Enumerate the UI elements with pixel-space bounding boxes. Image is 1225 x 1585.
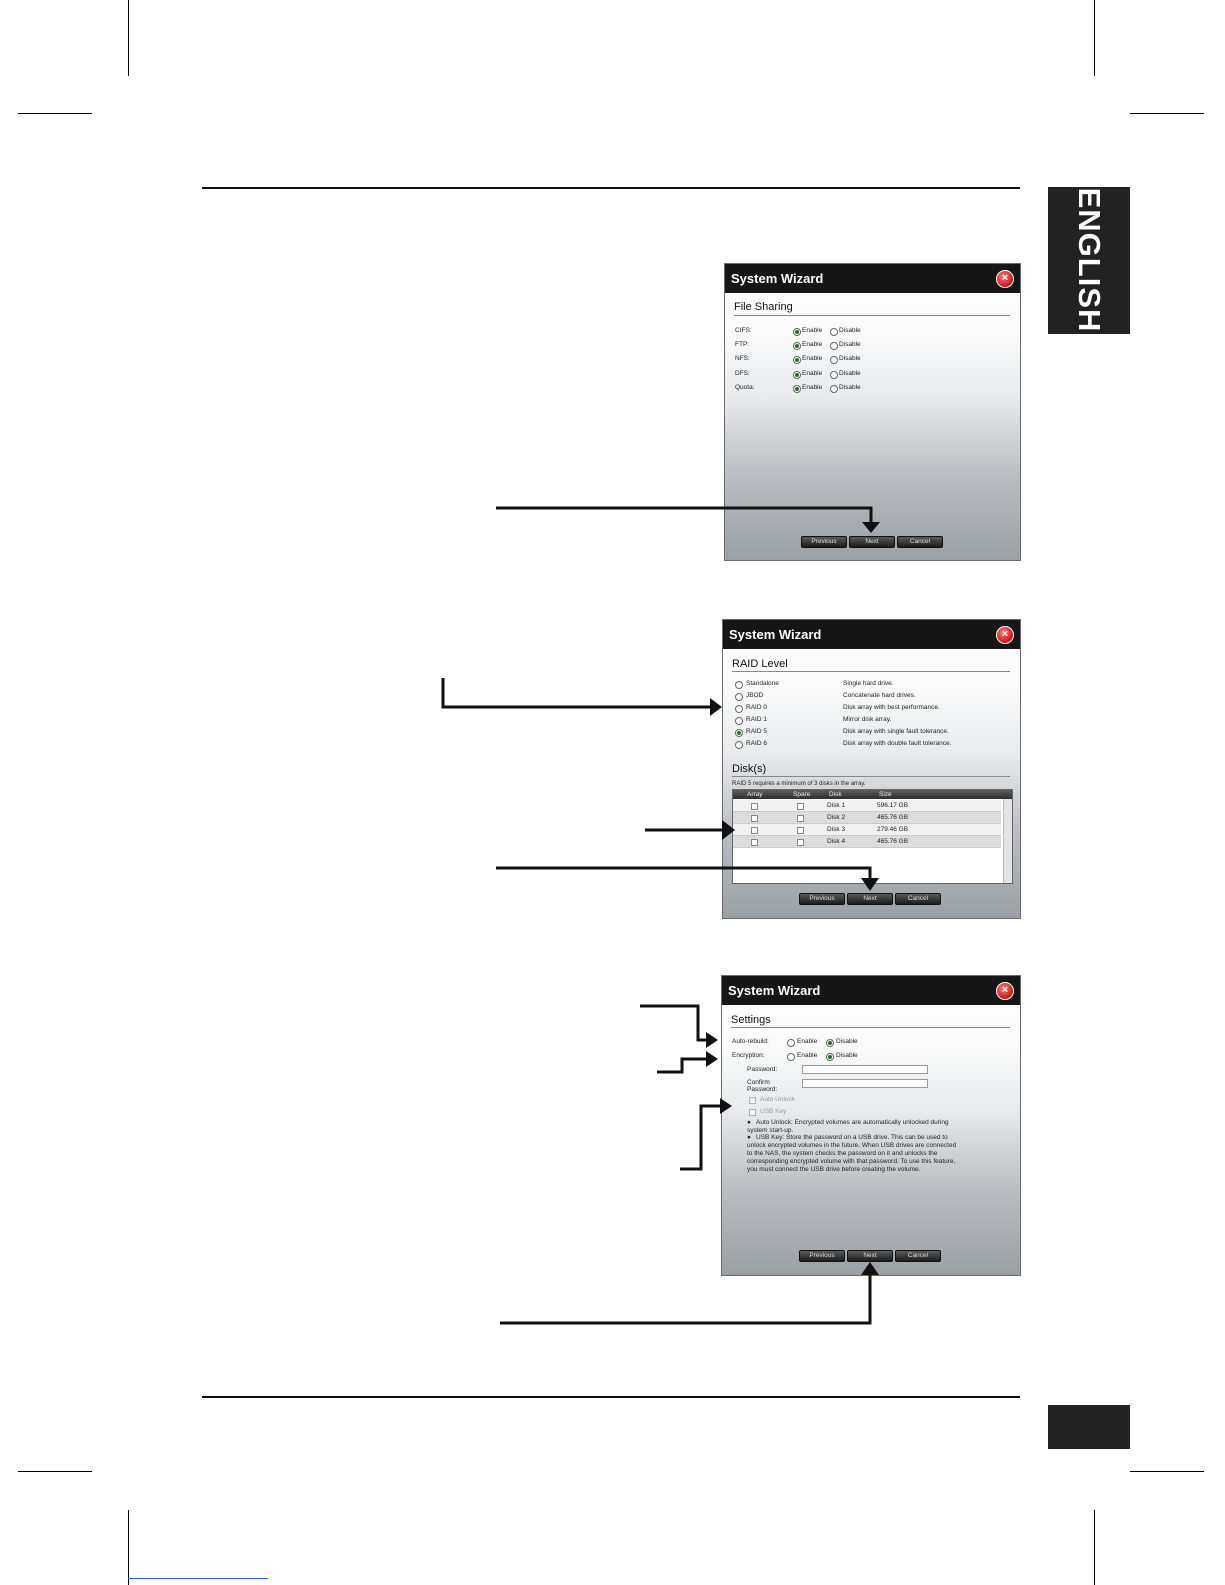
ftp-disable-label: Disable (839, 341, 861, 348)
col-size: Size (879, 791, 892, 798)
disk-name: Disk 4 (827, 838, 846, 845)
close-icon[interactable]: × (996, 626, 1014, 644)
cancel-button[interactable]: Cancel (895, 1250, 941, 1262)
encryption-label: Encryption: (732, 1052, 765, 1059)
arrow-head-disks (722, 820, 735, 840)
arrow-head-encryption (706, 1051, 718, 1067)
note-auto-unlock-bullet: ● (747, 1119, 751, 1126)
disks-section-title: Disk(s) (732, 763, 767, 775)
encryption-disable-label: Disable (836, 1052, 858, 1059)
note-usb-key-2: unlock encrypted volumes in the future. When USB drives are connected (747, 1142, 957, 1149)
dfs-label: DFS: (735, 370, 750, 377)
col-array: Array (747, 791, 763, 798)
cancel-button[interactable]: Cancel (895, 893, 941, 905)
cifs-label: CIFS: (735, 327, 752, 334)
quota-disable-label: Disable (839, 384, 861, 391)
next-button[interactable]: Next (849, 536, 895, 548)
section-title: File Sharing (734, 301, 793, 313)
arrow-head-next-2 (861, 878, 879, 891)
arrow-next-3 (500, 1273, 870, 1323)
next-button[interactable]: Next (847, 893, 893, 905)
arrow-head-auto-unlock (720, 1098, 732, 1114)
arrow-head-auto-rebuild (706, 1032, 718, 1048)
note-usb-key-1: USB Key: Store the password on a USB drive. This can be used to (756, 1134, 948, 1141)
raid-5-desc: Disk array with single fault tolerance. (843, 728, 949, 735)
cifs-disable-label: Disable (839, 327, 861, 334)
confirm-password-label-1: Confirm (747, 1079, 770, 1086)
note-auto-unlock-1: Auto Unlock: Encrypted volumes are automatically unlocked during (756, 1119, 949, 1126)
raid-1-label: RAID 1 (746, 716, 767, 723)
previous-button[interactable]: Previous (799, 893, 845, 905)
nfs-enable-label: Enable (802, 355, 823, 362)
arrow-auto-rebuild (640, 1006, 708, 1040)
col-spare: Spare (793, 791, 811, 798)
nfs-disable-label: Disable (839, 355, 861, 362)
quota-label: Quota: (735, 384, 755, 391)
confirm-password-label-2: Password: (747, 1086, 778, 1093)
password-label: Password: (747, 1066, 778, 1073)
dfs-disable-label: Disable (839, 370, 861, 377)
wizard-title-text: System Wizard (729, 627, 822, 642)
auto-rebuild-disable-label: Disable (836, 1038, 858, 1045)
raid-0-label: RAID 0 (746, 704, 767, 711)
raid-jbod-desc: Concatenate hard drives. (843, 692, 916, 699)
raid-standalone-label: Standalone (746, 680, 779, 687)
close-icon[interactable]: × (996, 270, 1014, 288)
disk-size: 465.76 GB (877, 814, 909, 821)
arrow-next-2 (496, 868, 870, 880)
quota-enable-label: Enable (802, 384, 823, 391)
ftp-label: FTP: (735, 341, 750, 348)
arrow-next-1 (496, 508, 871, 524)
auto-unlock-label: Auto Unlock (760, 1096, 796, 1103)
wizard-title-text: System Wizard (728, 983, 821, 998)
section-title: RAID Level (732, 658, 788, 670)
note-usb-key-3: to the NAS, the system checks the password on it and unlocks the (747, 1150, 938, 1157)
next-button[interactable]: Next (847, 1250, 893, 1262)
arrow-head-next-1 (862, 522, 880, 533)
section-title: Settings (731, 1014, 771, 1026)
note-auto-unlock-2: system start-up. (747, 1127, 794, 1134)
disk-name: Disk 1 (827, 802, 846, 809)
auto-rebuild-enable-label: Enable (797, 1038, 818, 1045)
raid-1-desc: Mirror disk array. (843, 716, 892, 723)
auto-rebuild-label: Auto-rebuild: (732, 1038, 769, 1045)
language-tab-label: ENGLISH (1072, 187, 1107, 333)
disk-name: Disk 2 (827, 814, 846, 821)
col-disk: Disk (829, 791, 842, 798)
note-usb-key-bullet: ● (747, 1134, 751, 1141)
usb-key-label: USB Key (760, 1108, 787, 1115)
disk-size: 465.76 GB (877, 838, 909, 845)
disk-size: 279.46 GB (877, 826, 909, 833)
arrow-encryption (657, 1059, 708, 1072)
note-usb-key-4: corresponding encrypted volume with that password. To use this feature, (747, 1158, 956, 1165)
cancel-button[interactable]: Cancel (897, 536, 943, 548)
disk-name: Disk 3 (827, 826, 846, 833)
note-usb-key-5: you must connect the USB drive before creating the volume. (747, 1166, 921, 1173)
encryption-enable-label: Enable (797, 1052, 818, 1059)
raid-standalone-desc: Single hard drive. (843, 680, 894, 687)
arrow-raid-level (443, 678, 712, 707)
raid-6-desc: Disk array with double fault tolerance. (843, 740, 952, 747)
arrow-head-next-3 (861, 1262, 879, 1275)
cifs-enable-label: Enable (802, 327, 823, 334)
raid-5-label: RAID 5 (746, 728, 767, 735)
raid-jbod-label: JBOD (746, 692, 764, 699)
previous-button[interactable]: Previous (799, 1250, 845, 1262)
raid-0-desc: Disk array with best performance. (843, 704, 940, 711)
raid-6-label: RAID 6 (746, 740, 767, 747)
disks-note: RAID 5 requires a minimum of 3 disks in the array. (732, 781, 866, 787)
arrow-head-raid-level (710, 698, 722, 716)
arrow-auto-unlock (680, 1106, 722, 1169)
dfs-enable-label: Enable (802, 370, 823, 377)
ftp-enable-label: Enable (802, 341, 823, 348)
previous-button[interactable]: Previous (801, 536, 847, 548)
close-icon[interactable]: × (996, 982, 1014, 1000)
disk-size: 596.17 GB (877, 802, 909, 809)
wizard-title-text: System Wizard (731, 271, 824, 286)
nfs-label: NFS: (735, 355, 750, 362)
